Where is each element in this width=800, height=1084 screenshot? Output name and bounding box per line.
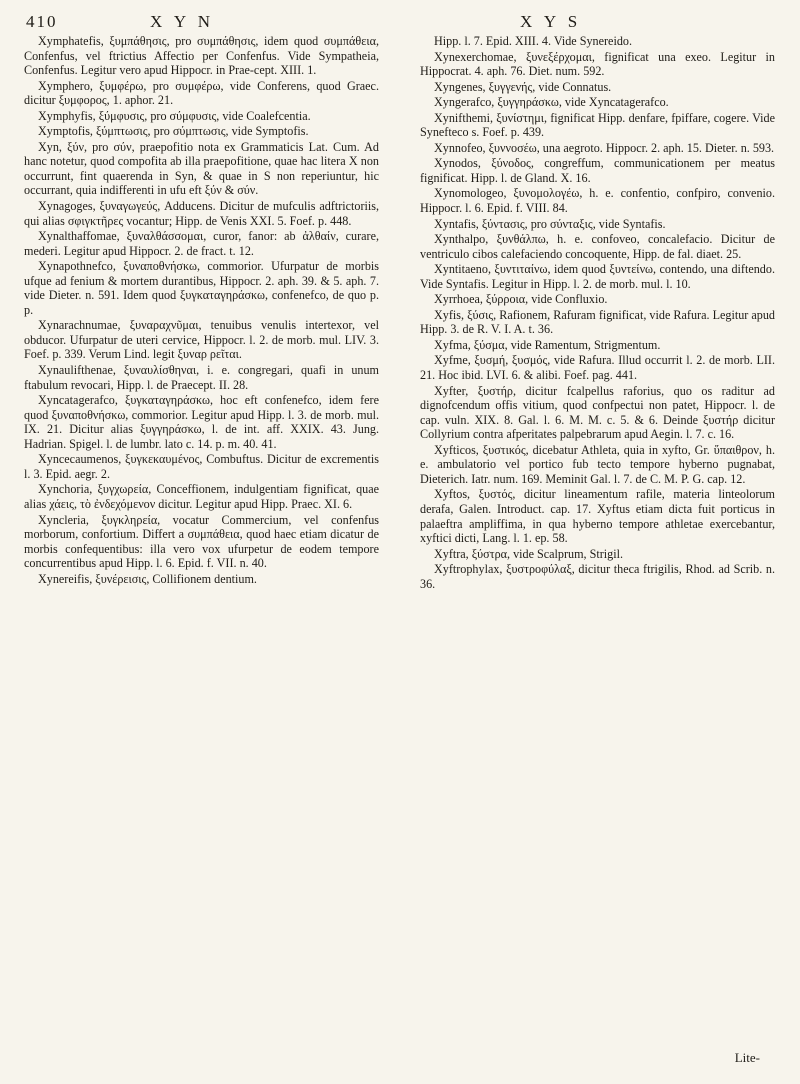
dictionary-entry: Xyn, ξύν, pro σύν, praepofitio nota ex Grammaticis Lat. Cum. Ad hanc notetur, quod compofita ab illa praepofitione, quae hac litera X non occurrunt, fint quaerenda in Syn, & quae in S non reperiuntur, hic occurrant, quia indifferenti in ufu eft ξύν & σύν.: [24, 139, 379, 198]
dictionary-entry: Xynchoria, ξυγχωρεία, Conceffionem, indulgentiam fignificat, quae alias χάεις, τὸ ἐνδεχόμενον dicitur. Legitur apud Hipp. Praec. XI. 6.: [24, 482, 379, 511]
dictionary-entry: Xymphyfis, ξύμφυσις, pro σύμφυσις, vide Coalefcentia.: [38, 108, 311, 123]
dictionary-entry: Xynexerchomae, ξυνεξέρχομαι, fignificat una exeo. Legitur in Hippocrat. 4. aph. 76. Diet. num. 592.: [420, 49, 775, 79]
dictionary-entry: Xynagoges, ξυναγωγεύς, Adducens. Dicitur de mufculis adftrictoriis, qui alias σφιγκτῆρες vocantur; Hipp. de Venis XXI. 5. Foef. p. 448.: [24, 199, 379, 228]
dictionary-entry: Xyftrophylax, ξυστροφύλαξ, dicitur theca ftrigilis, Rhod. ad Scrib. n. 36.: [420, 562, 775, 591]
dictionary-entry: Hipp. l. 7. Epid. XIII. 4. Vide Synereido.: [434, 34, 632, 48]
dictionary-entry: Xynthalpo, ξυνθάλπω, h. e. confoveo, concalefacio. Dicitur de ventriculo cibos calefaciendo concoquente, Hipp. de fal. diaet. 25.: [420, 232, 775, 261]
dictionary-entry: Xyncleria, ξυγκληρεία, vocatur Commercium, vel confenfus morborum, confortium. Differt a συμπάθεια, quod haec etiam dicatur de morbis confequentibus: illa vero vox ufurpetur de eodem tempore concurrentibus apud Hipp. l. 6. Epid. f. VII. n. 40.: [24, 512, 379, 571]
dictionary-entry: Xynereifis, ξυνέρεισις, Collifionem dentium.: [38, 571, 257, 586]
dictionary-entry: Xyrrhoea, ξύρροια, vide Confluxio.: [434, 292, 608, 307]
dictionary-entry: Xyntafis, ξύντασις, pro σύνταξις, vide Syntafis.: [434, 216, 666, 231]
dictionary-entry: Xyfticos, ξυστικός, dicebatur Athleta, quia in xyfto, Gr. ὕπαιθρον, h. e. ambulatorio vel portico fub tecto tempore hyberno pugnabat, Dieterich. Iatr. num. 169. Meminit Gal. l. 7. de C. M. P. G. cap. 12.: [420, 442, 775, 486]
right-column: [420, 34, 775, 1064]
page-number: 410: [26, 12, 58, 31]
dictionary-entry: Xyfis, ξύσις, Rafionem, Rafuram fignificat, vide Rafura. Legitur apud Hipp. 3. de R. V. I. A. t. 36.: [420, 307, 775, 337]
dictionary-entry: Xynaulifthenae, ξυναυλίσθηναι, i. e. congregari, quafi in unum ftabulum revocari, Hipp. l. de Praecept. II. 28.: [24, 363, 379, 392]
dictionary-entry: Xymptofis, ξύμπτωσις, pro σύμπτωσις, vide Symptofis.: [38, 124, 309, 139]
dictionary-entry: Xynomologeo, ξυνομολογέω, h. e. confentio, confpiro, convenio. Hippocr. l. 6. Epid. f. VIII. 84.: [420, 186, 775, 216]
dictionary-entry: Xyfme, ξυσμή, ξυσμός, vide Rafura. Illud occurrit l. 2. de morb. LII. 21. Hoc ibid. LVI. 6. & alibi. Foef. pag. 441.: [420, 353, 775, 383]
dictionary-entry: Xynarachnumae, ξυναραχνῦμαι, tenuibus venulis intertexor, vel obducor. Ufurpatur de uteri cervice, Hippocr. l. 2. de morb. mul. LIV. 3. Foef. p. 339. Verum Lind. legit ξυναρ ρεῖται.: [24, 318, 379, 362]
dictionary-entry: Xynodos, ξύνοδος, congreffum, communicationem per meatus fignificat. Hipp. l. de Gland. X. 16.: [420, 156, 775, 185]
running-head-right: X Y S: [520, 12, 582, 31]
dictionary-entry: Xynnofeo, ξυννοσέω, una aegroto. Hippocr. 2. aph. 15. Dieter. n. 593.: [434, 140, 775, 155]
dictionary-entry: Xyncecaumenos, ξυγκεκαυμένος, Combuftus. Dicitur de excrementis l. 3. Epid. aegr. 2.: [24, 452, 379, 481]
dictionary-entry: Xymphatefis, ξυμπάθησις, pro συμπάθησις, idem quod συμπάθεια, Confenfus, vel ftrictius Affectio per Confenfus. Vide Sympatheia, Confenfus. Legitur vero apud Hippocr. in Prae-cept. XIII. 1.: [24, 34, 379, 78]
dictionary-entry: Xyngenes, ξυγγενής, vide Connatus.: [434, 79, 612, 94]
dictionary-entry: Xynalthaffomae, ξυναλθάσσομαι, curor, fanor: ab ἀλθαίν, curare, mederi. Legitur apud Hippocr. 2. de fract. t. 12.: [24, 229, 379, 258]
dictionary-entry: Xyfma, ξύσμα, vide Ramentum, Strigmentum.: [434, 337, 661, 352]
dictionary-entry: Xyfter, ξυστήρ, dicitur fcalpellus raforius, quo os raditur ad dignofcendum offis vitium, quod confpectui non patet, Hippocr. l. de cap. vuln. XIX. 8. Gal. l. 6. M. M. c. 5. & 6. Deinde ξυστήρ dicitur Collyrium contra afperitates palpebrarum apud Aegin. l. 7. c. 16.: [420, 383, 775, 442]
running-head-left: X Y N: [150, 12, 215, 31]
dictionary-entry: Xyngerafco, ξυγγηράσκω, vide Xyncatagerafco.: [434, 95, 669, 110]
dictionary-entry: Xymphero, ξυμφέρω, pro συμφέρω, vide Conferens, quod Graec. dicitur ξυμφορος, 1. aphor. 21.: [24, 78, 379, 108]
dictionary-entry: Xyftra, ξύστρα, vide Scalprum, Strigil.: [434, 546, 624, 561]
dictionary-entry: Xynapothnefco, ξυναποθνήσκω, commorior. Ufurpatur de morbis ufque ad fenium & mortem durantibus, Hippocr. 2. aph. 39. & 5. aph. 7. vide Dieter. n. 591. Idem quod ξυγκαταγηράσκω, confenefco, de quo p. p.: [24, 259, 379, 317]
dictionary-entry: Xyftos, ξυστός, dicitur lineamentum rafile, materia linteolorum derafa, Galen. Introduct. cap. 17. Xyftus etiam dicta fuit porticus in palaeftra ampliffima, in qua hyberno tempore athletae exercebantur, xyftici dicti, Lang. l. 1. ep. 58.: [420, 487, 775, 546]
catchword: Lite-: [734, 1050, 760, 1065]
page-header: [0, 10, 800, 34]
dictionary-entry: Xynifthemi, ξυνίστημι, fignificat Hipp. denfare, fpiffare, cogere. Vide Synefteco s. Foef. p. 439.: [420, 110, 775, 140]
left-column: [24, 34, 379, 1064]
dictionary-entry: Xyncatagerafco, ξυγκαταγηράσκω, hoc eft confenefco, idem fere quod ξυναποθνήσκω, commorior. Legitur apud Hipp. l. 3. de morb. mul. IX. 21. Dicitur alias ξυγγηράσκω, l. de int. aff. XXIX. 43. Jung. Hadrian. Spigel. l. de lumbr. lato c. 14. p. m. 40. 41.: [24, 393, 379, 451]
dictionary-entry: Xyntitaeno, ξυντιταίνω, idem quod ξυντείνω, contendo, una diftendo. Vide Syntafis. Legitur in Hipp. l. 2. de morb. mul. l. 10.: [420, 262, 775, 291]
